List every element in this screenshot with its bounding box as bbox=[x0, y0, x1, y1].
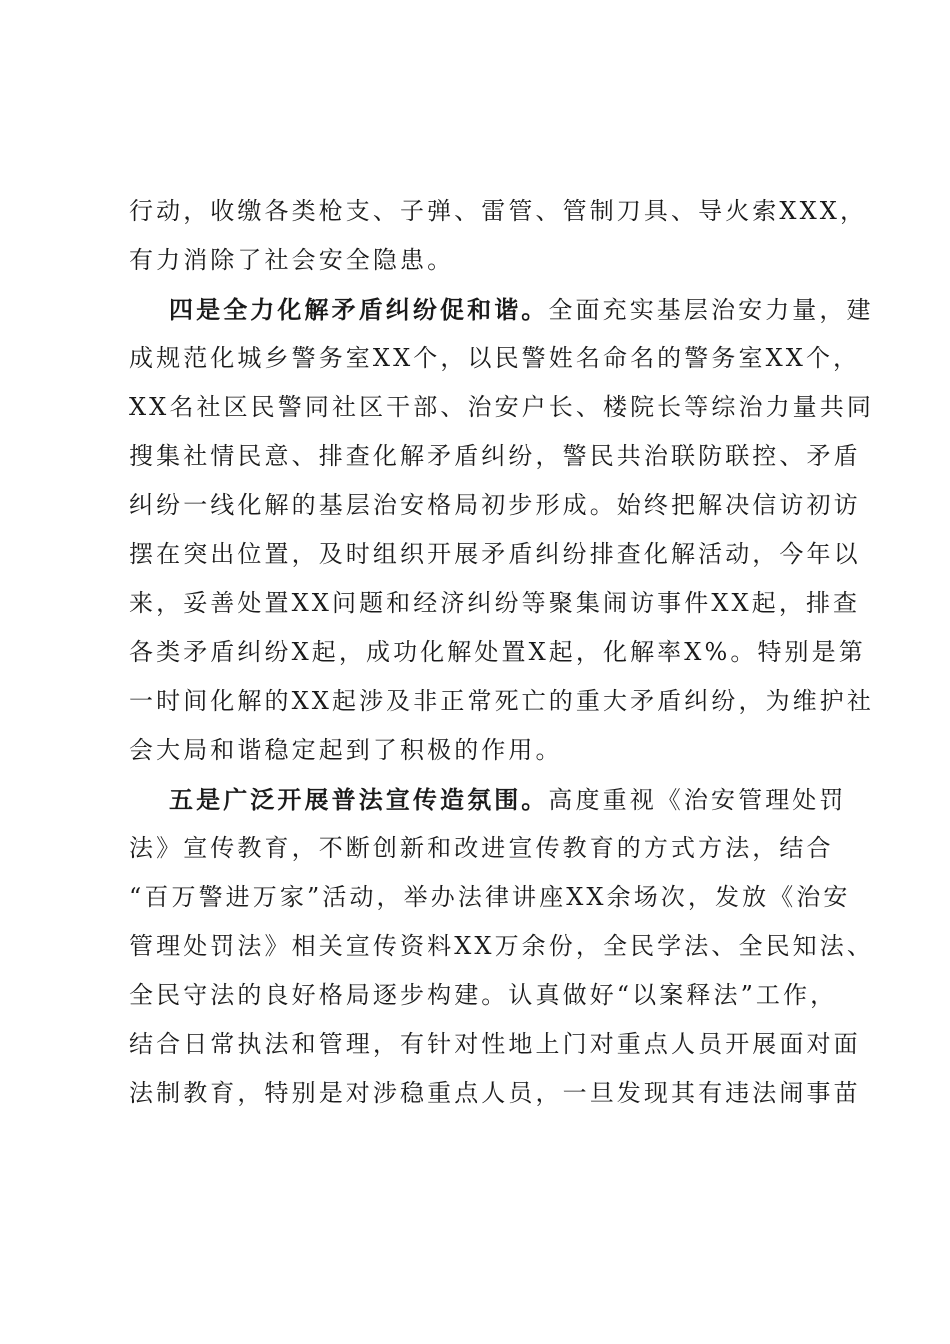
paragraph-2-line-1 bbox=[129, 285, 874, 334]
paragraph-2-first-line-rest: 全面充实基层治安力量，建 bbox=[548, 296, 874, 324]
paragraph-3-line-2: 法》宣传教育，不断创新和改进宣传教育的方式方法，结合 bbox=[129, 834, 834, 862]
paragraph-2-line-10: 会大局和谐稳定起到了积极的作用。 bbox=[129, 736, 563, 764]
body-text bbox=[129, 187, 874, 1118]
paragraph-3-first-line-rest: 高度重视《治安管理处罚 bbox=[548, 786, 847, 814]
paragraph-2-line-3: XX名社区民警同社区干部、治安户长、楼院长等综治力量共同 bbox=[129, 393, 874, 421]
paragraph-2-line-5: 纠纷一线化解的基层治安格局初步形成。始终把解决信访初访 bbox=[129, 491, 861, 519]
paragraph-3-line-3: “百万警进万家”活动，举办法律讲座XX余场次，发放《治安 bbox=[129, 883, 851, 911]
paragraph-2-line-8: 各类矛盾纠纷X起，成功化解处置X起，化解率X%。特别是第 bbox=[129, 638, 866, 666]
paragraph-1-line-2: 有力消除了社会安全隐患。 bbox=[129, 246, 455, 274]
paragraph-2-line-9: 一时间化解的XX起涉及非正常死亡的重大矛盾纠纷，为维护社 bbox=[129, 687, 874, 715]
paragraph-3-line-7: 法制教育，特别是对涉稳重点人员，一旦发现其有违法闹事苗 bbox=[129, 1079, 861, 1107]
paragraph-3-line-1 bbox=[129, 775, 847, 824]
paragraph-3-line-5: 全民守法的良好格局逐步构建。认真做好“以案释法”工作， bbox=[129, 981, 838, 1009]
paragraph-2-line-4: 搜集社情民意、排查化解矛盾纠纷，警民共治联防联控、矛盾 bbox=[129, 442, 861, 470]
paragraph-3-line-6: 结合日常执法和管理，有针对性地上门对重点人员开展面对面 bbox=[129, 1030, 861, 1058]
paragraph-3-heading: 五是广泛开展普法宣传造氛围。 bbox=[169, 785, 549, 814]
paragraph-2-heading: 四是全力化解矛盾纠纷促和谐。 bbox=[169, 295, 549, 324]
paragraph-2-line-7: 来，妥善处置XX问题和经济纠纷等聚集闹访事件XX起，排查 bbox=[129, 589, 861, 617]
paragraph-1-line-1: 行动，收缴各类枪支、子弹、雷管、管制刀具、导火索XXX， bbox=[129, 197, 868, 225]
paragraph-2-line-2: 成规范化城乡警务室XX个，以民警姓名命名的警务室XX个， bbox=[129, 344, 861, 372]
paragraph-2-line-6: 摆在突出位置，及时组织开展矛盾纠纷排查化解活动，今年以 bbox=[129, 540, 861, 568]
paragraph-3-line-4: 管理处罚法》相关宣传资料XX万余份，全民学法、全民知法、 bbox=[129, 932, 874, 960]
